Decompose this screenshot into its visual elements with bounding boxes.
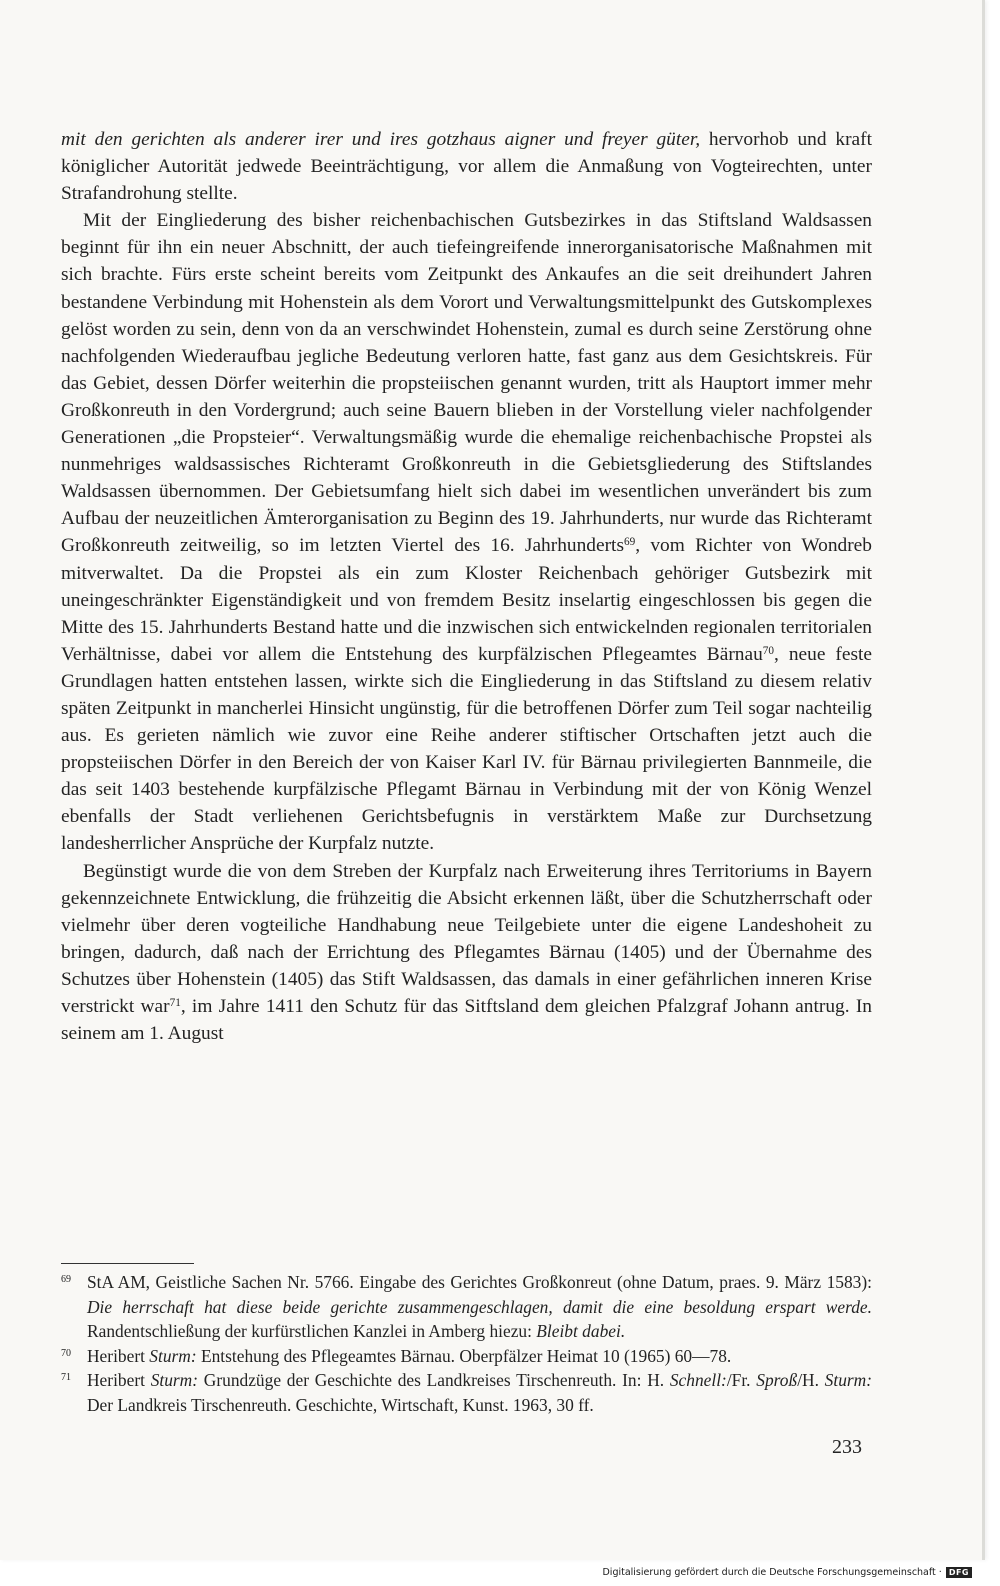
paragraph-3 bbox=[61, 858, 872, 1048]
footnote-separator bbox=[61, 1263, 194, 1264]
main-text bbox=[61, 126, 872, 1047]
footnote-quote: Bleibt dabei. bbox=[536, 1321, 626, 1341]
footnote-text: Grundzüge der Geschichte des Landkreises Tirschenreuth. In: H. bbox=[198, 1370, 670, 1390]
paragraph-1 bbox=[61, 126, 872, 207]
footnote-number: 70 bbox=[61, 1347, 71, 1359]
paragraph-2 bbox=[61, 207, 872, 857]
footnote-text: /H. bbox=[797, 1370, 825, 1390]
footnote-ref-70[interactable]: 70 bbox=[762, 644, 775, 657]
footnote-text: Heribert bbox=[87, 1370, 151, 1390]
footnote-ref-71[interactable]: 71 bbox=[169, 996, 181, 1009]
footnote-ref-69[interactable]: 69 bbox=[624, 536, 636, 549]
paragraph-2-text-c: , neue feste Grundlagen hatten entstehen lassen, wirkte sich die Eingliederung in das Stiftsland zu diesem relativ späten Zeitpunkt in mancherlei Hinsicht ungünstig, für die betroffenen Dörfer zum Teil sogar nachteilig aus. Es gerieten nämlich wie zuvor eine Reihe anderer stiftischer Ortschaften jetzt auch die propsteiischen Dörfer in den Bereich der von Kaiser Karl IV. für Bärnau privilegierten Bannmeile, die das seit 1403 bestehende kurpfälzische Pflegamt Bärnau in Verbindung mit der von König Wenzel ebenfalls der Stadt verliehenen Gerichtsbefugnis in verstärktem Maße zur Durchsetzung landesherrlicher Ansprüche der Kurpfalz nutzte. bbox=[61, 643, 872, 855]
footnote-author: Sturm: bbox=[149, 1345, 197, 1366]
page-number: 233 bbox=[832, 1436, 862, 1458]
footnote-70 bbox=[61, 1344, 872, 1369]
dfg-logo-icon: DFG bbox=[946, 1567, 972, 1578]
funding-footer bbox=[602, 1567, 972, 1578]
paragraph-3-text-a: Begünstigt wurde die von dem Streben der Kurpfalz nach Erweiterung ihres Territoriums in Bayern gekennzeichnete Entwicklung, die frühzeitig die Absicht erkennen läßt, über die Schutzherrschaft oder vielmehr über deren vogteiliche Handhabung neue Teilgebiete unter die eigene Landeshoheit zu bringen, dadurch, daß nach der Errichtung des Pflegamtes Bärnau (1405) und der Übernahme des Schutzes über Hohenstein (1405) das Stift Waldsassen, das damals in einer gefährlichen inneren Krise verstrickt war bbox=[61, 860, 872, 1017]
footnote-author: Schnell: bbox=[669, 1370, 727, 1390]
footnote-author: Sturm: bbox=[824, 1370, 873, 1390]
footnote-text: Randentschließung der kurfürstlichen Kanzlei in Amberg hiezu: bbox=[87, 1321, 537, 1341]
footnote-number: 71 bbox=[61, 1372, 71, 1383]
footnote-69 bbox=[61, 1270, 872, 1344]
footnote-text: /Fr. bbox=[726, 1370, 757, 1390]
footnote-number: 69 bbox=[61, 1274, 71, 1285]
footnote-author: Sproß bbox=[756, 1370, 798, 1390]
footnote-text: StA AM, Geistliche Sachen Nr. 5766. Eingabe des Gerichtes Großkonreut (ohne Datum, praes. 9. März 1583): bbox=[87, 1272, 872, 1292]
footnote-text: Heribert bbox=[87, 1345, 150, 1366]
paragraph-2-text-a: Mit der Eingliederung des bisher reichenbachischen Gutsbezirkes in das Stiftsland Waldsassen beginnt für ihn ein neuer Abschnitt, der auch tiefeingreifende innerorganisatorische Maßnahmen mit sich brachte. Fürs erste scheint bereits vom Zeitpunkt des Ankaufes an die seit dreihundert Jahren bestandene Verbindung mit Hohenstein als dem Vorort und Verwaltungsmittelpunkt des Gutskomplexes gelöst worden zu sein, denn von da an verschwindet Hohenstein, zumal es durch seine Zerstörung ohne nachfolgenden Wiederaufbau jegliche Bedeutung verloren hatte, fast ganz aus dem Gesichtskreis. Für das Gebiet, dessen Dörfer weiterhin die propsteiischen genannt wurden, tritt als Hauptort immer mehr Großkonreuth in den Vordergrund; auch seine Bauern blieben in der Vorstellung vieler nachfolgender Generationen „die Propsteier“. Verwaltungsmäßig wurde die ehemalige reichenbachische Propstei als nunmehriges waldsassisches Richteramt Großkonreuth in die Gebietsgliederung des Stiftslandes Waldsassen übernommen. Der Gebietsumfang hielt sich dabei im wesentlichen unverändert bis zum Aufbau der neuzeitlichen Ämterorganisation zu Beginn des 19. Jahrhunderts, nur wurde das Richteramt Großkonreuth zeitweilig, so im letzten Viertel des 16. Jahrhunderts bbox=[61, 210, 872, 557]
paragraph-3-text-b: , im Jahre 1411 den Schutz für das Sitftsland dem gleichen Pfalzgraf Johann antrug. In seinem am 1. August bbox=[61, 996, 872, 1045]
footnote-text: Entstehung des Pflegeamtes Bärnau. Oberpfälzer Heimat 10 (1965) 60—78. bbox=[196, 1345, 732, 1366]
funding-text: Digitalisierung gefördert durch die Deutsche Forschungsgemeinschaft · bbox=[602, 1567, 942, 1578]
quoted-phrase: mit den gerichten als anderer irer und ires gotzhaus aigner und freyer güter, bbox=[61, 129, 701, 150]
paragraph-1-text: hervorhob und kraft königlicher Autorität jedwede Beeinträchtigung, vor allem die Anmaßung von Vogteirechten, unter Strafandrohung stellte. bbox=[61, 129, 872, 205]
footnote-quote: Die herrschaft hat diese beide gerichte zusammengeschlagen, damit die eine besoldung erspart werde. bbox=[87, 1296, 872, 1317]
footnote-71 bbox=[61, 1368, 872, 1417]
paragraph-2-text-b: , vom Richter von Wondreb mitverwaltet. Da die Propstei als ein zum Kloster Reichenbach gehöriger Gutsbezirk mit uneingeschränkter Eigenständigkeit und von fremdem Besitz inselartig eingeschlossen bis gegen die Mitte des 15. Jahrhunderts Bestand hatte und die inzwischen sich entwickelnden regionalen territorialen Verhältnisse, dabei vor allem die Entstehung des kurpfälzischen Pflegeamtes Bärnau bbox=[61, 535, 872, 665]
footnote-text: Der Landkreis Tirschenreuth. Geschichte, Wirtschaft, Kunst. 1963, 30 ff. bbox=[87, 1394, 594, 1415]
footnote-author: Sturm: bbox=[150, 1370, 199, 1390]
footnotes bbox=[61, 1270, 872, 1417]
